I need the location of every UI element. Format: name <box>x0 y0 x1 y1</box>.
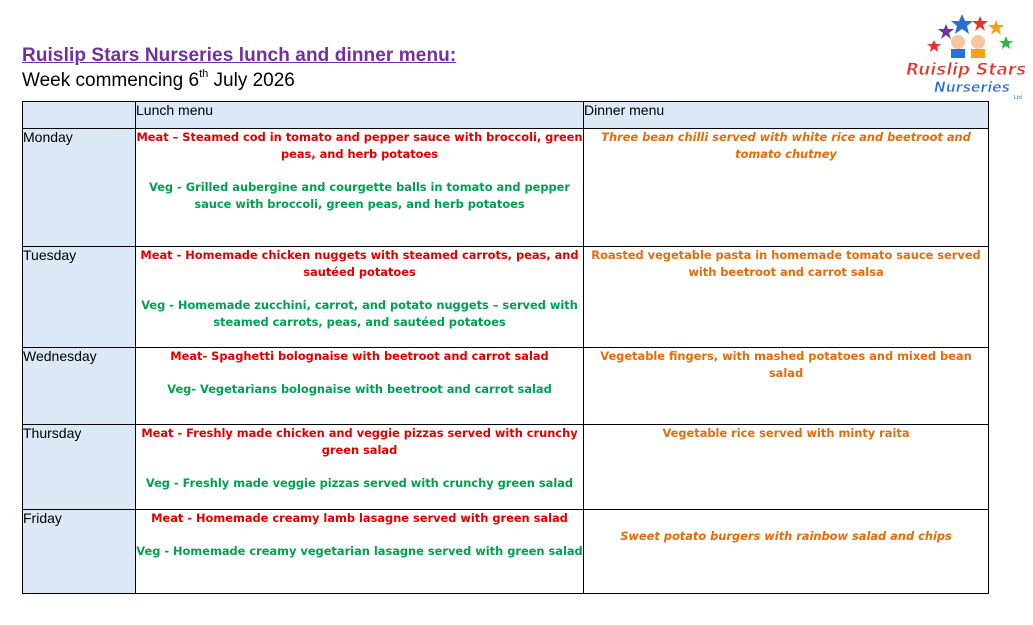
logo-ltd-text: Ltd <box>1014 95 1022 100</box>
table-row <box>23 425 989 510</box>
day-cell: Tuesday <box>23 247 136 348</box>
dinner-cell: Vegetable fingers, with mashed potatoes and mixed bean salad <box>584 348 989 425</box>
ruislip-stars-logo <box>898 10 1033 100</box>
day-cell: Wednesday <box>23 348 136 425</box>
veg-option: Veg- Vegetarians bolognaise with beetroot and carrot salad <box>167 382 552 396</box>
table-row <box>23 247 989 348</box>
veg-option: Veg - Homemade creamy vegetarian lasagne served with green salad <box>136 544 583 558</box>
lunch-cell <box>136 247 584 348</box>
table-row <box>23 510 989 594</box>
meat-option: Meat – Steamed cod in tomato and pepper sauce with broccoli, green peas, and herb potatoes <box>136 130 583 161</box>
week-suffix: July 2026 <box>208 70 295 91</box>
veg-option: Veg - Homemade zucchini, carrot, and potato nuggets – served with steamed carrots, peas, and sautéed potatoes <box>141 298 578 329</box>
day-cell: Thursday <box>23 425 136 510</box>
table-row <box>23 129 989 247</box>
meat-option: Meat - Freshly made chicken and veggie pizzas served with crunchy green salad <box>141 426 578 457</box>
meat-option: Meat- Spaghetti bolognaise with beetroot and carrot salad <box>170 349 549 363</box>
week-prefix: Week commencing 6 <box>22 70 200 91</box>
header-day <box>23 102 136 129</box>
dinner-cell: Sweet potato burgers with rainbow salad and chips <box>584 510 989 594</box>
menu-title: Ruislip Stars Nurseries lunch and dinner menu: <box>22 45 457 66</box>
veg-option: Veg - Freshly made veggie pizzas served with crunchy green salad <box>145 476 574 490</box>
veg-option: Veg - Grilled aubergine and courgette balls in tomato and pepper sauce with broccoli, green peas, and herb potatoes <box>149 180 570 211</box>
table-header-row <box>23 102 989 129</box>
header-lunch: Lunch menu <box>136 102 584 129</box>
logo-stars-icon <box>927 14 1013 58</box>
meat-option: Meat - Homemade creamy lamb lasagne served with green salad <box>151 511 568 525</box>
week-ordinal: th <box>199 68 209 80</box>
logo-ruislip-text: Ruislip Stars <box>906 60 1027 80</box>
week-commencing <box>22 70 295 92</box>
lunch-cell <box>136 510 584 594</box>
header-dinner: Dinner menu <box>584 102 989 129</box>
lunch-cell <box>136 425 584 510</box>
menu-table <box>22 101 989 594</box>
dinner-cell: Vegetable rice served with minty raita <box>584 425 989 510</box>
logo-nurseries-text: Nurseries <box>934 80 1010 96</box>
dinner-cell: Three bean chilli served with white rice and beetroot and tomato chutney <box>584 129 989 247</box>
dinner-cell: Roasted vegetable pasta in homemade tomato sauce served with beetroot and carrot salsa <box>584 247 989 348</box>
day-cell: Monday <box>23 129 136 247</box>
lunch-cell <box>136 129 584 247</box>
table-row <box>23 348 989 425</box>
day-cell: Friday <box>23 510 136 594</box>
lunch-cell <box>136 348 584 425</box>
meat-option: Meat - Homemade chicken nuggets with steamed carrots, peas, and sautéed potatoes <box>140 248 579 279</box>
